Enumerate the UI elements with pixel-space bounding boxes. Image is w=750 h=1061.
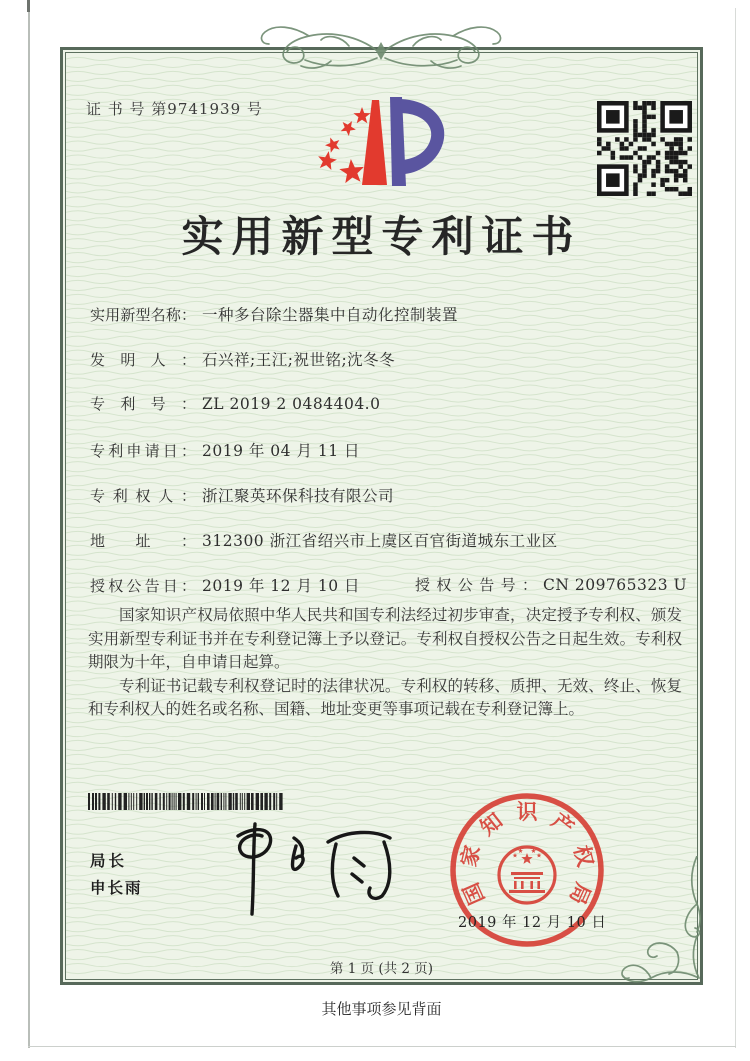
svg-text:知: 知 <box>475 807 507 841</box>
certificate-number: 证 书 号 第9741939 号 <box>86 100 263 118</box>
field-label: 专利申请日： <box>90 442 196 460</box>
field-value: 312300 浙江省绍兴市上虞区百官街道城东工业区 <box>202 532 558 550</box>
field-value: 一种多台除尘器集中自动化控制装置 <box>202 306 459 324</box>
grant-number-group <box>415 574 687 595</box>
director-name: 申长雨 <box>90 879 143 897</box>
field-row-grant <box>90 574 690 596</box>
svg-text:局: 局 <box>564 879 597 909</box>
field-row-inventor <box>90 348 690 370</box>
paper-right-edge <box>735 8 736 1048</box>
field-value: CN 209765323 U <box>543 576 688 594</box>
footer-note: 其他事项参见背面 <box>321 1000 442 1018</box>
field-label: 授权公告号： <box>415 576 537 594</box>
paper-bottom-edge <box>28 1046 736 1047</box>
director-title: 局长 <box>90 852 128 870</box>
logo-stars <box>318 107 370 183</box>
page-number: 第 1 页 (共 2 页) <box>329 961 434 977</box>
paper-edge-notch <box>27 0 30 12</box>
cnipa-logo-icon <box>300 88 460 202</box>
svg-text:国: 国 <box>457 879 490 909</box>
top-flourish-ornament <box>256 6 506 84</box>
svg-text:产: 产 <box>547 807 579 841</box>
legal-paragraph-2: 专利证书记载专利权登记时的法律状况。专利权的转移、质押、无效、终止、恢复和专利权人的姓名或名称、国籍、地址变更等事项记载在专利登记簿上。 <box>88 676 682 718</box>
seal-date: 2019 年 12 月 10 日 <box>458 915 607 931</box>
seal-emblem <box>499 847 555 903</box>
certificate-title: 实用新型专利证书 <box>181 212 582 261</box>
field-row-patent-no <box>90 393 690 415</box>
legal-text <box>88 604 682 722</box>
svg-text:识: 识 <box>516 799 538 824</box>
field-row-filing-date <box>90 439 690 461</box>
field-label: 实用新型名称： <box>90 306 196 324</box>
field-value: 2019 年 04 月 11 日 <box>202 442 361 460</box>
field-label: 授权公告日： <box>90 577 196 595</box>
svg-text:权: 权 <box>569 842 599 870</box>
signature-handwriting <box>208 816 406 916</box>
field-label: 专利权人： <box>90 487 196 505</box>
field-label: 地址： <box>90 532 196 550</box>
svg-text:家: 家 <box>455 842 485 870</box>
seal-emblem-stars <box>513 849 542 864</box>
field-value: 石兴祥;王江;祝世铭;沈冬冬 <box>202 351 396 369</box>
qr-code <box>597 101 692 196</box>
logo-purple-bowl <box>400 99 444 174</box>
paper-left-edge <box>28 0 30 1048</box>
logo-red-wedge <box>362 100 387 185</box>
field-value: 2019 年 12 月 10 日 <box>202 577 361 595</box>
field-row-name <box>90 303 690 325</box>
field-row-patentee <box>90 484 690 506</box>
corner-flourish-ornament <box>601 856 703 984</box>
legal-paragraph-1: 国家知识产权局依照中华人民共和国专利法经过初步审查，决定授予专利权、颁发实用新型专利证书并在专利登记簿上予以登记。专利权自授权公告之日起生效。专利权期限为十年，自申请日起算。 <box>88 606 682 671</box>
barcode <box>88 793 284 810</box>
field-value: ZL 2019 2 0484404.0 <box>202 395 381 413</box>
field-label: 发明人： <box>90 351 196 369</box>
field-row-address <box>90 529 690 551</box>
field-label: 专利号： <box>90 395 196 413</box>
field-value: 浙江聚英环保科技有限公司 <box>202 487 395 505</box>
